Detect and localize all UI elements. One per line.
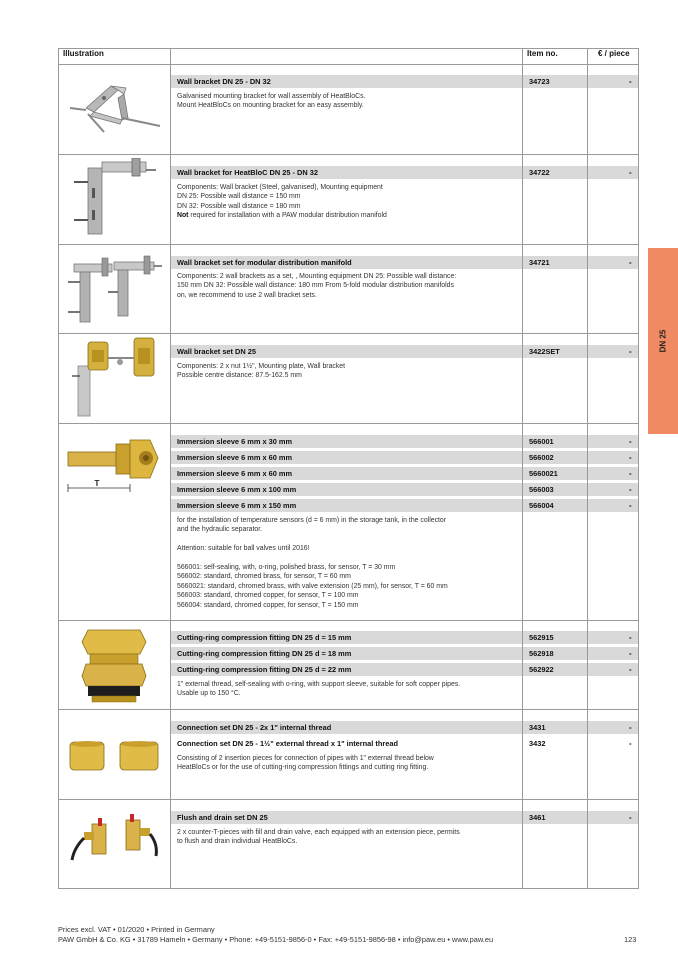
- variant-name: Connection set DN 25 - 1½" external thread x 1" internal thread: [177, 739, 398, 748]
- variant-name: Immersion sleeve 6 mm x 150 mm: [171, 499, 522, 512]
- wall-bracket-image: [66, 78, 164, 138]
- flush-drain-set-image: [66, 814, 164, 870]
- connection-set-image: [66, 736, 164, 776]
- product-description: Components: 2 wall brackets as a set, , Mounting equipment DN 25: Possible wall distance: 150 mm DN 32: Possible wall distance: 180 mm From 5-fold modular distribution manifolds on, we recommend to use 2 wall bracket sets.: [177, 273, 457, 299]
- product-description: Components: 2 x nut 1½", Mounting plate, Wall bracket Possible centre distance: 87.5-162.5 mm: [177, 363, 346, 380]
- page-number: 123: [624, 935, 637, 944]
- variant-name: Cutting-ring compression fitting DN 25 d = 15 mm: [171, 631, 522, 644]
- product-name: Wall bracket DN 25 - DN 32: [171, 75, 522, 88]
- footer-prices-note: Prices excl. VAT • 01/2020 • Printed in Germany: [58, 925, 215, 934]
- product-name: Wall bracket set for modular distribution manifold: [171, 256, 522, 269]
- header-price: € / piece: [598, 49, 630, 58]
- product-name: Wall bracket for HeatBloC DN 25 - DN 32: [171, 166, 522, 179]
- item-number: 3432: [529, 739, 546, 748]
- variant-name: Cutting-ring compression fitting DN 25 d = 18 mm: [171, 647, 522, 660]
- product-description: 2 x counter-T-pieces with fill and drain valve, each equipped with an extension piece, permits to flush and drain individual HeatBloCs.: [177, 829, 460, 846]
- row-divider: [58, 244, 639, 245]
- variant-name: Connection set DN 25 - 2x 1" internal thread: [171, 721, 522, 734]
- table-border-left: [58, 48, 59, 888]
- item-number: 566004: [523, 499, 587, 512]
- price-value: -: [629, 813, 632, 822]
- item-number: 566003: [523, 483, 587, 496]
- item-number: 34723: [523, 75, 587, 88]
- variant-name: Immersion sleeve 6 mm x 100 mm: [171, 483, 522, 496]
- price-value: -: [629, 347, 632, 356]
- header-item-no: Item no.: [527, 49, 558, 58]
- item-number: 566002: [523, 451, 587, 464]
- price-value: -: [629, 649, 632, 658]
- price-value: -: [629, 665, 632, 674]
- price-value: -: [629, 469, 632, 478]
- price-value: -: [629, 739, 632, 748]
- description-text: Components: Wall bracket (Steel, galvanised), Mounting equipment DN 25: Possible wall distance = 150 mm DN 32: Possible wall distance = 180 mm: [177, 184, 383, 210]
- item-number: 3431: [523, 721, 587, 734]
- table-border-right: [638, 48, 639, 888]
- price-value: -: [629, 723, 632, 732]
- price-value: -: [629, 258, 632, 267]
- description-tail: required for installation with a PAW modular distribution manifold: [188, 212, 387, 220]
- row-divider: [58, 799, 639, 800]
- price-value: -: [629, 77, 632, 86]
- variant-name: Immersion sleeve 6 mm x 30 mm: [171, 435, 522, 448]
- footer-company-contact: PAW GmbH & Co. KG • 31789 Hameln • Germany • Phone: +49-5151-9856-0 • Fax: +49-5151-9856-98 • info@paw.eu • www.paw.eu: [58, 935, 494, 944]
- item-number: 34722: [523, 166, 587, 179]
- price-value: -: [629, 168, 632, 177]
- header-bottom-border: [58, 64, 639, 65]
- price-value: -: [629, 501, 632, 510]
- item-number: 34721: [523, 256, 587, 269]
- bracket-set-manifold-image: [66, 252, 164, 328]
- product-description: Consisting of 2 insertion pieces for connection of pipes with 1" external thread below HeatBloCs or for the use of cutting-ring compression fittings and cutting ring fitting.: [177, 755, 434, 772]
- product-name: Flush and drain set DN 25: [171, 811, 522, 824]
- product-name: Wall bracket set DN 25: [171, 345, 522, 358]
- table-bottom-border: [58, 888, 639, 889]
- immersion-sleeve-image: [64, 436, 164, 502]
- description-emphasis: Not: [177, 212, 189, 220]
- variant-name: Cutting-ring compression fitting DN 25 d = 22 mm: [171, 663, 522, 676]
- variant-name: Immersion sleeve 6 mm x 60 mm: [171, 451, 522, 464]
- price-value: -: [629, 633, 632, 642]
- price-value: -: [629, 485, 632, 494]
- row-divider: [58, 423, 639, 424]
- row-divider: [58, 620, 639, 621]
- item-number: 562915: [523, 631, 587, 644]
- compression-fitting-image: [78, 624, 150, 704]
- header-illustration: Illustration: [63, 49, 104, 58]
- row-divider: [58, 154, 639, 155]
- item-number: 562922: [523, 663, 587, 676]
- row-divider: [58, 333, 639, 334]
- section-tab: [648, 248, 678, 434]
- item-number: 3422SET: [523, 345, 587, 358]
- variant-name: Immersion sleeve 6 mm x 60 mm: [171, 467, 522, 480]
- section-tab-label: DN 25: [658, 329, 668, 353]
- item-number: 3461: [523, 811, 587, 824]
- heatbloc-wall-bracket-image: [72, 158, 158, 238]
- product-description: [177, 183, 517, 221]
- item-number: 566001: [523, 435, 587, 448]
- product-description: Galvanised mounting bracket for wall assembly of HeatBloCs. Mount HeatBloCs on mounting bracket for an easy assembly.: [177, 93, 366, 110]
- row-divider: [58, 709, 639, 710]
- product-description: for the installation of temperature sensors (d = 6 mm) in the storage tank, in the collector and the hydraulic separator. Attention: suitable for ball valves until 2016! 566001: self-sealing, with, o-ring, polished brass, for sensor, T = 30 mm 566002: standard, chromed brass, for sensor, T = 60 mm 5660021: standard, chromed brass, with valve extension (25 mm), for sensor, T = 60 mm 566003: standard, chromed copper, for sensor, T = 100 mm 566004: standard, chromed copper, for sensor, T = 150 mm: [177, 517, 448, 609]
- item-number: 5660021: [523, 467, 587, 480]
- price-value: -: [629, 437, 632, 446]
- price-value: -: [629, 453, 632, 462]
- item-number: 562918: [523, 647, 587, 660]
- wall-bracket-set-dn25-image: [70, 336, 162, 418]
- dimension-label: T: [94, 479, 100, 488]
- product-description: 1" external thread, self-sealing with o-ring, with support sleeve, suitable for soft copper pipes. Usable up to 150 °C.: [177, 681, 461, 698]
